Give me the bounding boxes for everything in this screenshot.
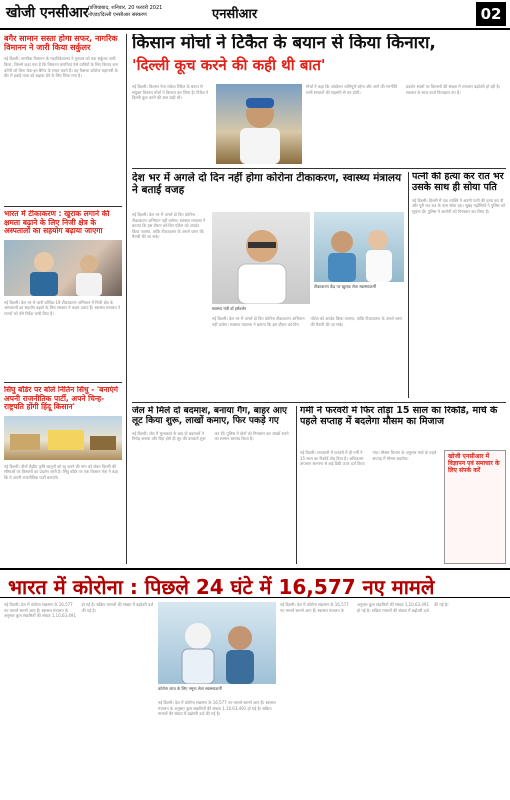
lead-body-col-2: [306, 84, 402, 164]
divider: [4, 206, 122, 207]
story-body: नई दिल्ली। देश भर में जारी कोविड-19 टीकाकरण अभियान में निजी क्षेत्र के अस्पतालों का सहयोग बढ़ाने के लिए सरकार ने कदम उठाए हैं। स्वास्थ्य मंत्रालय ने राज्यों को ऐसे निर्देश जारी किए हैं।: [4, 299, 121, 317]
weather-headline-block: [300, 406, 506, 446]
story-baggage: [4, 34, 122, 204]
farmer-photo: [216, 84, 302, 164]
covid-body-right: [280, 602, 506, 796]
photo-illustration: [4, 416, 122, 460]
lead-body-col-1: [132, 84, 212, 164]
lead-headline: किसान मोर्चा ने टिकैत के बयान से किया किनारा,: [132, 34, 436, 53]
story-body: नई दिल्ली। किसान नेता राकेश टिकैत के बयान से संयुक्त किसान मोर्चा ने किनारा कर लिया है। टिकैत ने दिल्ली कूच करने की बात कही थी।: [132, 84, 209, 101]
story-body: नई दिल्ली। देश भर में अगले दो दिन कोरोना टीकाकरण अभियान नहीं चलेगा। स्वास्थ्य मंत्रालय ने बताया कि इस दौरान को-विन पोर्टल को अपडेट किया जाएगा, ताकि टीकाकरण के अगले चरण की तैयारी की जा सके।: [132, 212, 206, 240]
bottom-headline-band: [0, 568, 510, 598]
news-photo: [4, 416, 122, 460]
story-headline: भारत में टीकाकरण : खुराक लगाने की क्षमता बढ़ाने के लिए निजी क्षेत्र के अस्पतालों का सहयोग बढ़ाया जाएगा: [4, 210, 110, 236]
vaccine-body-continued: [212, 316, 404, 398]
photo-caption: टीकाकरण केंद्र पर खुराक लेता स्वास्थ्यकर्मी: [314, 284, 376, 289]
story-body: नई दिल्ली। देश में कोरोना संक्रमण के 16,577 नए मामले सामने आए हैं। स्वास्थ्य मंत्रालय के अनुसार कुल संक्रमितों की संख्या 1,10,63,491 हो गई है। सक्रिय मामलों की संख्या में बढ़ोतरी दर्ज की गई है।: [158, 700, 276, 717]
story-body: नई दिल्ली। जेल में मुलाकात के बाद दो बदमाशों ने गिरोह बनाया और रिहा होते ही लूट की वारदातें शुरू कर दीं। पुलिस ने दोनों को गिरफ्तार कर लाखों रुपये का सामान बरामद किया है।: [132, 430, 289, 442]
story-headline: देश भर में अगले दो दिन नहीं होगा कोरोना टीकाकरण, स्वास्थ्य मंत्रालय ने बताई वजह: [132, 172, 402, 197]
vaccination-photo: [314, 212, 404, 282]
column-divider: [126, 34, 127, 564]
story-body: नई दिल्ली। देश में कोरोना संक्रमण के 16,577 नए मामले सामने आए हैं। स्वास्थ्य मंत्रालय के अनुसार कुल संक्रमितों की संख्या 1,10,63,491 हो गई है। सक्रिय मामलों की संख्या में बढ़ोतरी दर्ज की गई है।: [280, 602, 449, 613]
weather-body: [300, 450, 440, 564]
story-body: नई दिल्ली। दिल्ली में एक व्यक्ति ने अपनी पत्नी की हत्या कर दी और पूरी रात शव के पास सोता रहा। सुबह पड़ोसियों ने पुलिस को सूचना दी। पुलिस ने आरोपी को गिरफ्तार कर लिया है।: [412, 197, 505, 215]
story-body: नई दिल्ली। राजधानी में फरवरी में ही गर्मी ने 15 साल का रिकॉर्ड तोड़ दिया है। अधिकतम तापमान सामान्य से कई डिग्री ऊपर दर्ज किया गया। मौसम विभाग के अनुसार मार्च के पहले सप्ताह में मौसम बदलेगा।: [300, 450, 437, 467]
ad-box: [444, 450, 506, 564]
bottom-headline: भारत में कोरोना : पिछले 24 घंटे में 16,577 नए मामले: [8, 575, 435, 599]
news-photo: [4, 240, 122, 296]
photo-illustration: [314, 212, 404, 282]
column-divider: [296, 406, 297, 564]
photo-illustration: [216, 84, 302, 164]
covid-body-continued: [158, 700, 276, 796]
story-headline: जेल में मिले दो बदमाश, बनाया गैंग, बाहर आए लूट किया शुरू, लाखों कमाए, फिर पकड़े गए: [132, 406, 287, 427]
vaccine-headline-block: [132, 172, 402, 208]
story-vaccination-private: [4, 210, 122, 380]
divider: [132, 402, 506, 403]
story-body: नई दिल्ली। नागरिक विमानन के महानिदेशालय ने गुरुवार को एक सर्कुलर जारी किया, जिसमें कहा गया है कि विमानन कंपनियां ऐसे यात्रियों के लिए किराए कम करेंगी जो बिना चेक-इन बैगेज के सफर करते हैं। यह फैसला कोरोना महामारी के दौर में हवाई यात्रा को बढ़ावा देने के लिए लिया गया है।: [4, 56, 118, 79]
story-body: नई दिल्ली। देश भर में अगले दो दिन कोरोना टीकाकरण अभियान नहीं चलेगा। स्वास्थ्य मंत्रालय ने बताया कि इस दौरान को-विन पोर्टल को अपडेट किया जाएगा, ताकि टीकाकरण के अगले चरण की तैयारी की जा सके।: [212, 316, 403, 327]
photo-illustration: [4, 240, 122, 296]
masthead: [0, 0, 510, 30]
newspaper-logo: खोजी एनसीआर: [6, 5, 89, 21]
story-headline: सिंघु बॉर्डर पर बोले नितिन सिंधु - 'बनाएंगे अपनी राजनीतिक पार्टी, अपने चिन्ह-राष्ट्रपति होंगी हिंदू किसान': [4, 386, 118, 412]
page-number: 02: [476, 2, 506, 26]
vaccine-body: [132, 212, 208, 398]
column-divider: [408, 172, 409, 398]
covid-photo: [158, 602, 276, 684]
photo-illustration: [212, 212, 310, 304]
story-wife-murder: [412, 172, 506, 398]
story-body: नई दिल्ली। देश में कोरोना संक्रमण के 16,577 नए मामले सामने आए हैं। स्वास्थ्य मंत्रालय के अनुसार कुल संक्रमितों की संख्या 1,10,63,491 हो गई है। सक्रिय मामलों की संख्या में बढ़ोतरी दर्ज की गई है।: [4, 602, 154, 619]
ad-text: खोजी एनसीआर में विज्ञापन एवं समाचार के लिए संपर्क करें: [448, 453, 500, 474]
story-body: प्रदर्शन स्थलों पर किसानों की संख्या में लगातार बढ़ोतरी हो रही है। सरकार के साथ वार्ता फिलहाल ठप है।: [406, 84, 501, 95]
date-line: गाजियाबाद, शनिवार, 20 फरवरी 2021: [88, 5, 163, 11]
divider: [132, 168, 506, 169]
dateline: [88, 5, 162, 19]
photo-caption: कोरोना जांच के लिए नमूना लेता स्वास्थ्यकर्मी: [158, 686, 222, 691]
covid-body: [4, 602, 154, 796]
photo-caption: स्वास्थ्य मंत्री डॉ हर्षवर्धन: [212, 306, 247, 311]
lead-body-col-3: [406, 84, 506, 164]
story-jail-gang: [132, 406, 292, 564]
divider: [4, 382, 122, 383]
lead-subheadline: 'दिल्ली कूच करने की कही थी बात': [132, 55, 326, 74]
lead-headline-block: [132, 34, 506, 80]
story-headline: बगैर सामान सस्ता होगा सफर, नागरिक विमानन ने जारी किया सर्कुलर: [4, 34, 118, 53]
story-body: नई दिल्ली। तीनों केंद्रीय कृषि कानूनों को रद्द करने की मांग को लेकर दिल्ली की सीमाओं पर किसानों का प्रदर्शन जारी है। सिंघु बॉर्डर पर एक किसान नेता ने कहा कि वे अपनी राजनीतिक पार्टी बनाएंगे।: [4, 463, 119, 481]
minister-photo: [212, 212, 310, 304]
story-headline: गर्मी ने फरवरी में फिर तोड़ा 15 साल का रिकॉर्ड, मार्च के पहले सप्ताह में बदलेगा मौसम का मिजाज: [300, 406, 498, 427]
photo-illustration: [158, 602, 276, 684]
story-singhu-border: [4, 386, 122, 564]
story-body: मोर्चा ने कहा कि आंदोलन शांतिपूर्ण रहेगा और आगे की रणनीति सभी संगठनों की सहमति से तय होगी।: [306, 84, 398, 95]
section-title: एनसीआर: [212, 7, 258, 22]
edition-line: नोएडा/दिल्ली एनसीआर संस्करण: [88, 12, 147, 18]
story-headline: पत्नी की हत्या कर रात भर उसके साथ ही सोया पति: [412, 172, 504, 193]
